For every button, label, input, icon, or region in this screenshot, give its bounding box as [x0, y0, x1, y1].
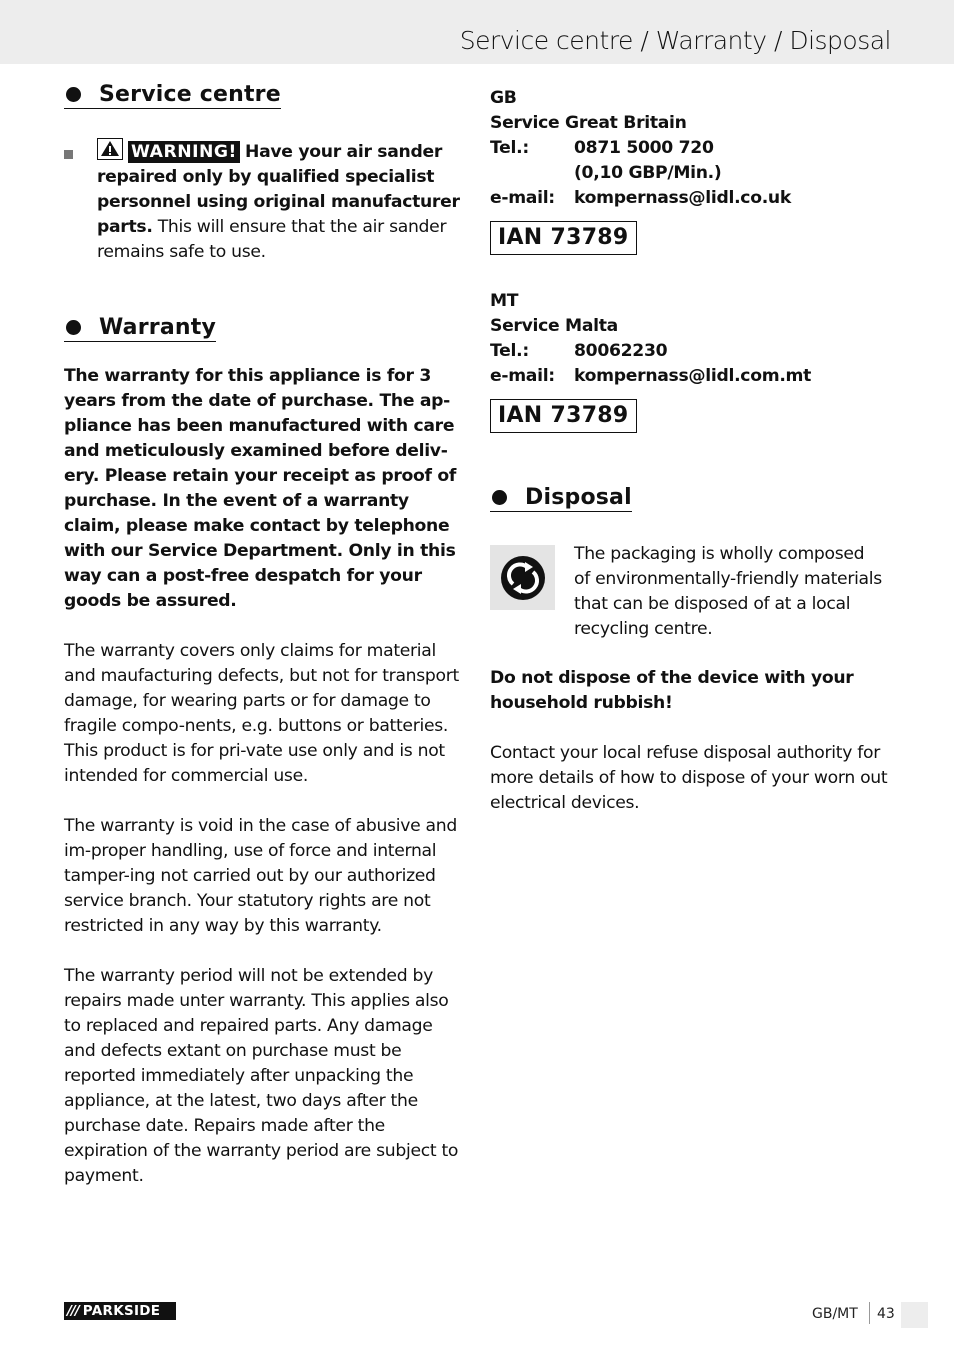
service-gb-country: GB — [490, 88, 517, 108]
service-gb-tel-row — [490, 136, 890, 161]
heading-bullet-icon — [492, 490, 507, 505]
warranty-paragraph-3: The warranty period will not be extended by repairs made unter warranty. This applies also to replaced and repaired parts. Any damage and defects extant on purchase must be reported immediately after unpacking the appliance, at the latest, two days after the purchase date. Repairs made after the expiration of the warranty period are subject to payment. — [64, 966, 459, 1186]
service-mt-name: Service Malta — [490, 316, 618, 336]
service-centre-heading-text: Service centre — [99, 82, 281, 107]
footer-language: GB/MT — [812, 1306, 858, 1322]
service-mt-tel-row — [490, 339, 890, 364]
left-column — [64, 82, 464, 1189]
warning-bold-text: Have your air sander repaired only by qualified specialist personnel using original manufacturer parts. — [97, 142, 460, 237]
service-gb-tel-note-row — [490, 161, 890, 186]
disposal-heading-text: Disposal — [525, 485, 632, 510]
warning-item — [64, 138, 464, 265]
square-bullet-icon — [64, 150, 73, 159]
warranty-paragraph-2: The warranty is void in the case of abusive and im-proper handling, use of force and internal tamper-ing not carried out by our authorized service branch. Your statutory rights are not restricted in any way by this warranty. — [64, 816, 457, 936]
footer-tab — [901, 1302, 928, 1328]
service-mt-email-row — [490, 364, 890, 389]
warranty-paragraph-1: The warranty covers only claims for material and maufacturing defects, but not for transport damage, for wearing parts or for damage to fragile compo-nents, e.g. buttons or batteries. This product is for pri-vate use only and is not intended for commercial use. — [64, 641, 459, 786]
service-gb-ian-box: IAN 73789 — [490, 221, 637, 255]
warning-triangle-icon — [97, 138, 123, 160]
email-label: e-mail: — [490, 188, 555, 208]
service-mt — [490, 289, 890, 389]
parkside-logo — [64, 1302, 176, 1320]
service-gb-name: Service Great Britain — [490, 113, 687, 133]
warning-text: This will ensure that the air sander remains safe to use. — [97, 217, 447, 262]
disposal-bold-warning: Do not dispose of the device with your household rubbish! — [490, 668, 854, 713]
right-column — [490, 86, 890, 816]
page-number: 43 — [877, 1306, 895, 1322]
service-centre-heading — [64, 82, 281, 109]
tel-label: Tel.: — [490, 341, 529, 361]
logo-slashes: /// — [67, 1303, 79, 1319]
heading-bullet-icon — [66, 320, 81, 335]
email-label: e-mail: — [490, 366, 555, 386]
warning-label: WARNING! — [128, 141, 240, 163]
service-mt-email: kompernass@lidl.com.mt — [574, 366, 812, 386]
warranty-heading — [64, 315, 216, 342]
service-gb-tel-note: (0,10 GBP/Min.) — [574, 163, 722, 183]
service-mt-country: MT — [490, 291, 519, 311]
heading-bullet-icon — [66, 87, 81, 102]
disposal-contact-text: Contact your local refuse disposal authority for more details of how to dispose of your worn out electrical devices. — [490, 743, 888, 813]
service-gb — [490, 86, 890, 211]
service-gb-tel: 0871 5000 720 — [574, 138, 714, 158]
recycling-green-dot-icon — [490, 545, 555, 610]
warranty-heading-text: Warranty — [99, 315, 216, 340]
service-gb-email: kompernass@lidl.co.uk — [574, 188, 792, 208]
footer-divider — [869, 1302, 870, 1324]
tel-label: Tel.: — [490, 138, 529, 158]
page-title: Service centre / Warranty / Disposal — [459, 26, 891, 55]
service-mt-tel: 80062230 — [574, 341, 668, 361]
logo-text: PARKSIDE — [82, 1303, 161, 1319]
service-mt-ian-box: IAN 73789 — [490, 399, 637, 433]
disposal-heading — [490, 485, 632, 512]
service-gb-email-row — [490, 186, 890, 211]
packaging-text: The packaging is wholly composed of environmentally-friendly materials that can be disposed of at a local recycling centre. — [574, 544, 882, 639]
warranty-bold-paragraph: The warranty for this appliance is for 3 years from the date of purchase. The ap-pliance has been manufactured with care and meticulously examined before deliv-ery. Please retain your receipt as proof of purchase. In the event of a warranty claim, please make contact by telephone with our Service Department. Only in this way can a post-free despatch for your goods be assured. — [64, 366, 457, 611]
packaging-block — [490, 542, 890, 642]
